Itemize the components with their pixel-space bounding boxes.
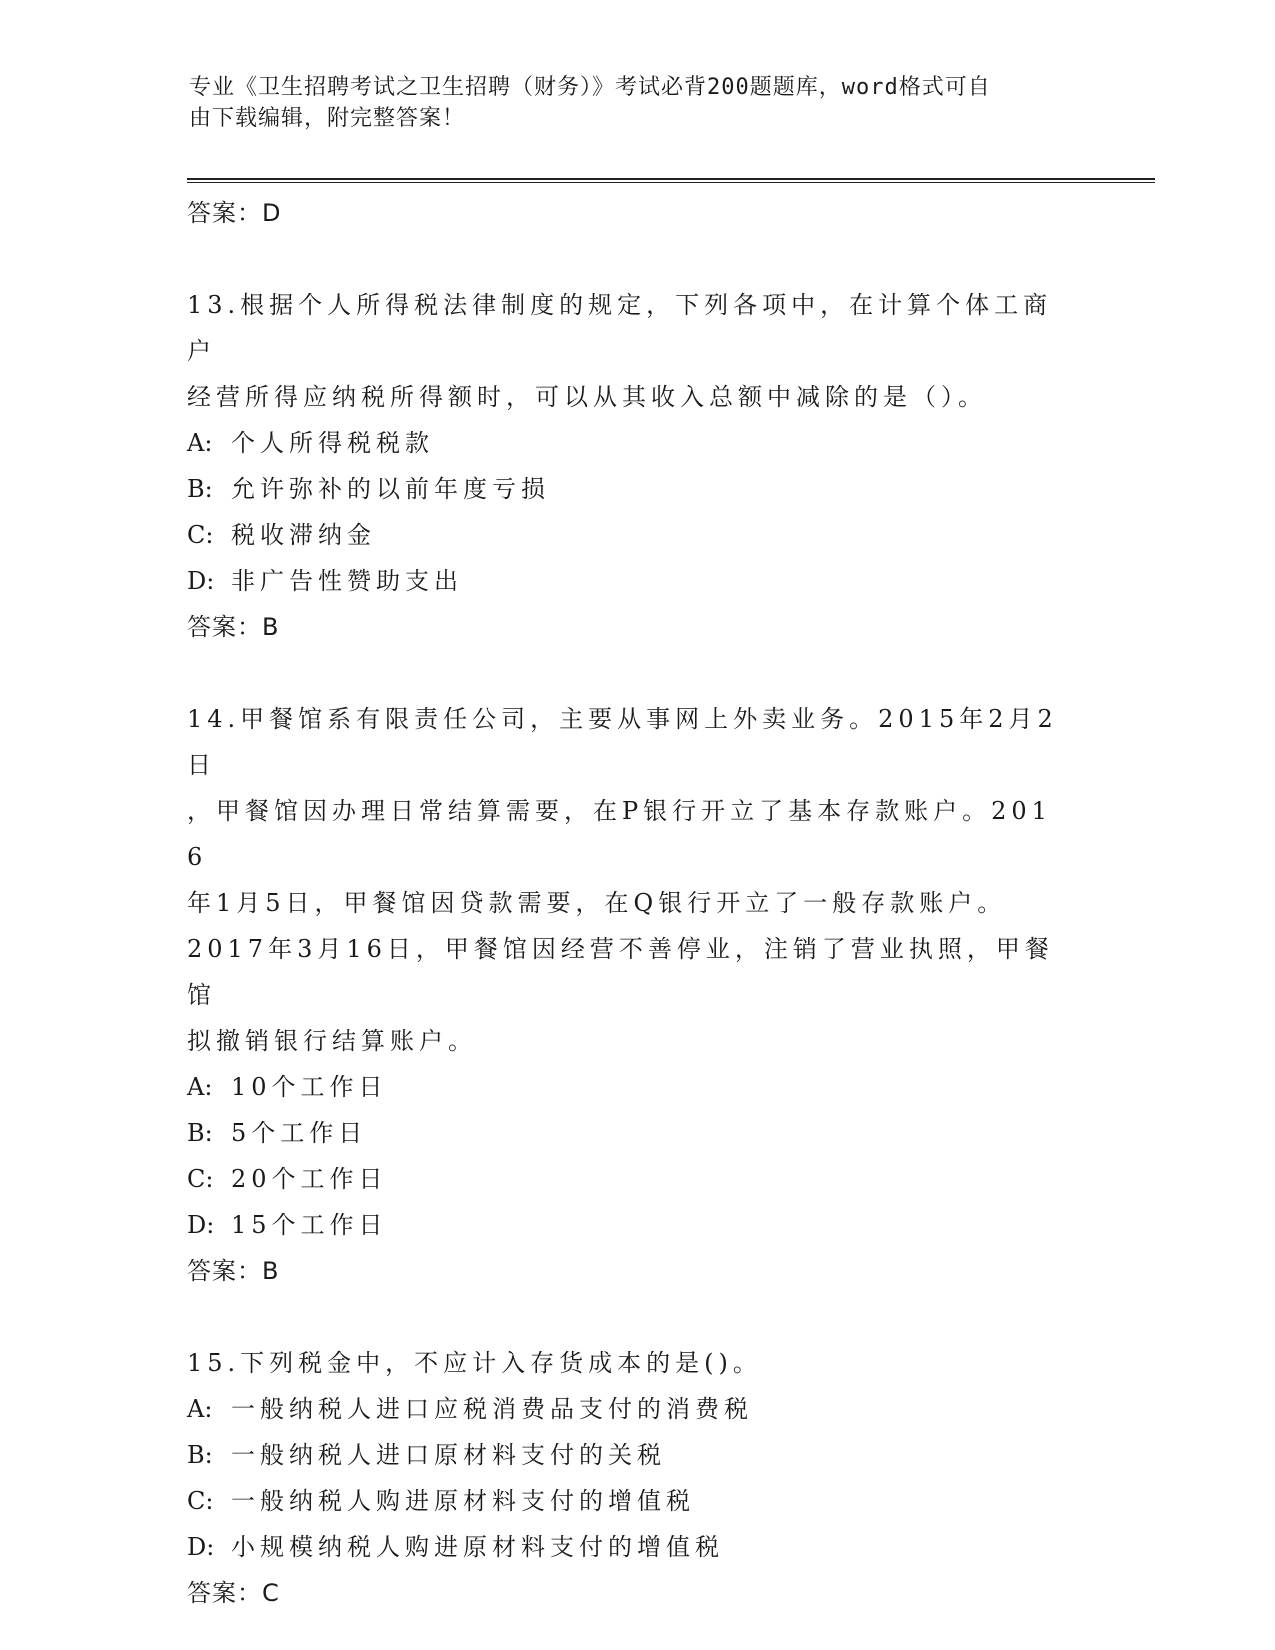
option-letter: C:: [187, 1487, 214, 1515]
option-text: 5个工作日: [231, 1119, 368, 1147]
option-letter: B:: [187, 475, 213, 503]
option-letter: B:: [187, 1119, 213, 1147]
stem-line: 14.甲餐馆系有限责任公司，主要从事网上外卖业务。2015年2月2日: [187, 705, 1058, 779]
question-13: [187, 282, 1087, 650]
question-stem: [187, 1340, 1067, 1386]
question-stem: [187, 696, 1067, 1064]
option-c: [187, 1478, 1087, 1524]
option-letter: C:: [187, 521, 214, 549]
option-a: [187, 420, 1087, 466]
stem-line: 拟撤销银行结算账户。: [187, 1027, 477, 1055]
option-text: 一般纳税人进口应税消费品支付的消费税: [231, 1395, 753, 1423]
option-letter: A:: [187, 1073, 213, 1101]
option-a: [187, 1064, 1087, 1110]
stem-line: 15.下列税金中，不应计入存货成本的是()。: [187, 1349, 762, 1377]
option-c: [187, 512, 1087, 558]
option-text: 20个工作日: [231, 1165, 388, 1193]
option-text: 非广告性赞助支出: [231, 567, 463, 595]
option-text: 税收滞纳金: [231, 521, 376, 549]
option-b: [187, 1110, 1087, 1156]
option-b: [187, 1432, 1087, 1478]
option-text: 小规模纳税人购进原材料支付的增值税: [231, 1533, 724, 1561]
previous-answer: 答案：D: [187, 199, 282, 227]
document-header: [189, 72, 1069, 134]
answer: 答案：B: [187, 613, 280, 641]
option-b: [187, 466, 1087, 512]
header-line-2: 由下载编辑，附完整答案！: [189, 106, 466, 131]
option-text: 10个工作日: [231, 1073, 388, 1101]
stem-line: 13.根据个人所得税法律制度的规定，下列各项中，在计算个体工商户: [187, 291, 1053, 365]
option-text: 允许弥补的以前年度亏损: [231, 475, 550, 503]
option-letter: C:: [187, 1165, 214, 1193]
answer: 答案：B: [187, 1257, 280, 1285]
header-rule-thick: [187, 178, 1155, 180]
option-letter: A:: [187, 1395, 213, 1423]
option-letter: D:: [187, 567, 215, 595]
question-15: [187, 1340, 1087, 1616]
header-rule-thin: [187, 182, 1155, 183]
stem-line: ，甲餐馆因办理日常结算需要，在P银行开立了基本存款账户。2016: [187, 797, 1052, 871]
option-text: 一般纳税人进口原材料支付的关税: [231, 1441, 666, 1469]
option-letter: A:: [187, 429, 213, 457]
option-d: [187, 1524, 1087, 1570]
option-d: [187, 1202, 1087, 1248]
option-letter: D:: [187, 1533, 215, 1561]
option-a: [187, 1386, 1087, 1432]
stem-line: 年1月5日，甲餐馆因贷款需要，在Q银行开立了一般存款账户。: [187, 889, 1007, 917]
question-list: [187, 190, 1087, 1616]
option-letter: D:: [187, 1211, 215, 1239]
answer: 答案：C: [187, 1579, 280, 1607]
option-d: [187, 558, 1087, 604]
option-text: 个人所得税税款: [231, 429, 434, 457]
option-letter: B:: [187, 1441, 213, 1469]
option-c: [187, 1156, 1087, 1202]
question-stem: [187, 282, 1067, 420]
question-14: [187, 696, 1087, 1294]
stem-line: 经营所得应纳税所得额时，可以从其收入总额中减除的是（）。: [187, 383, 987, 411]
header-line-1: 专业《卫生招聘考试之卫生招聘（财务）》考试必背200题题库，word格式可自: [189, 75, 991, 100]
option-text: 一般纳税人购进原材料支付的增值税: [231, 1487, 695, 1515]
option-text: 15个工作日: [231, 1211, 388, 1239]
stem-line: 2017年3月16日，甲餐馆因经营不善停业，注销了营业执照，甲餐馆: [187, 935, 1054, 1009]
